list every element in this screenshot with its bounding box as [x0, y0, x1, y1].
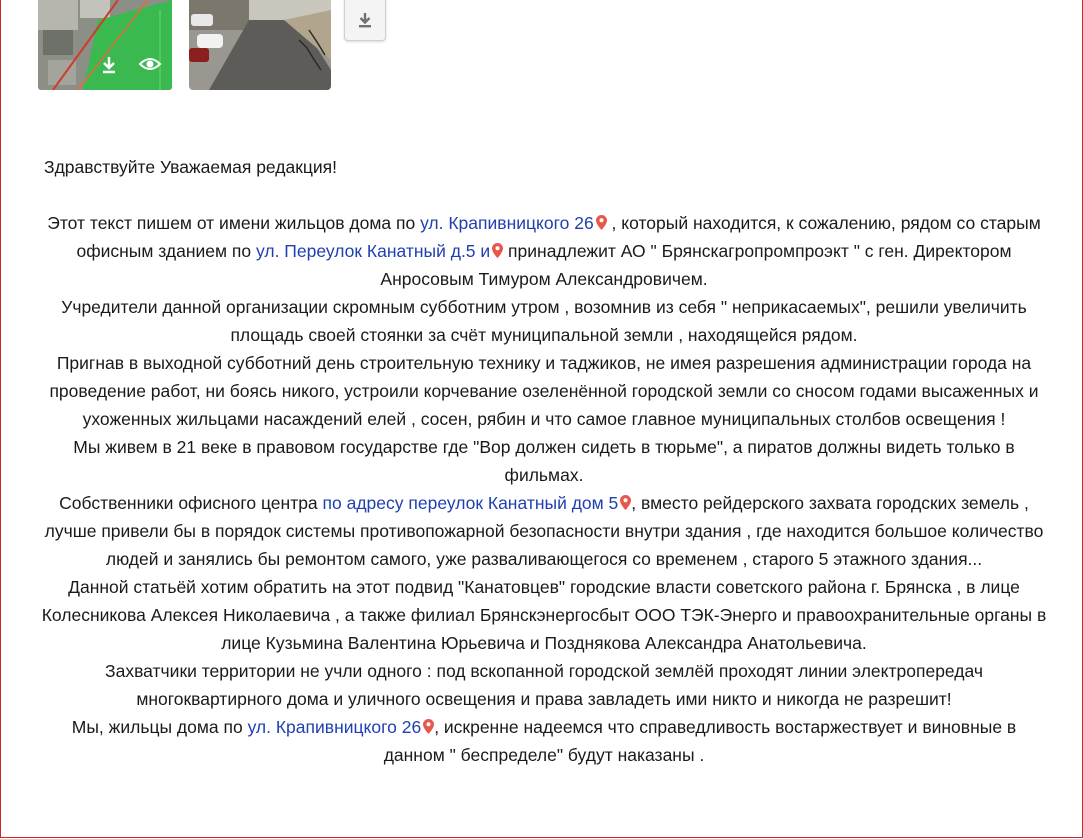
paragraph-6: Данной статьёй хотим обратить на этот подвид "Канатовцев" городские власти советского района г. Брянска , в лице Колесникова Алексея Николаевича , а также филиал Брянскэнергосбыт ООО ТЭК-Энерго и правоохранительные органы в лице Кузьмина Валентина Юрьевича и Позднякова Александра Анатольевича. — [41, 577, 1047, 653]
address-link-kanatny-5[interactable]: по адресу переулок Канатный дом 5 — [322, 493, 619, 513]
map-pin-icon[interactable] — [423, 719, 434, 734]
download-button[interactable] — [344, 0, 386, 41]
paragraph-4: Мы живем в 21 веке в правовом государстве где "Вор должен сидеть в тюрьме", а пиратов должны видеть только в фильмах. — [73, 437, 1015, 485]
map-thumb-download-icon[interactable] — [98, 54, 120, 76]
eye-icon[interactable] — [138, 54, 162, 74]
paragraph-2: Учредители данной организации скромным субботним утром , возомнив из себя " неприкасаемых", решили увеличить площадь своей стоянки за счёт муниципальной земли , находящейся рядом. — [61, 297, 1027, 345]
p1-text-a: Этот текст пишем от имени жильцов дома по — [47, 213, 421, 233]
address-link-krapivnitskogo-2[interactable]: ул. Крапивницкого 26 — [247, 717, 422, 737]
p5-text-a: Собственники офисного центра — [59, 493, 323, 513]
paragraph-7: Захватчики территории не учли одного : под вскопанной городской землёй проходят линии электропередач многоквартирного дома и уличного освещения и права завладеть ими никто и никогда не разрешит! — [105, 661, 983, 709]
p1-text-c: принадлежит АО " Брянскагропромпроэкт " с ген. Директором Анросовым Тимуром Александровичем. — [380, 241, 1012, 289]
p5-text-b: , вместо рейдерского захвата городских земель , лучше привели бы в порядок системы противопожарной безопасности внутри здания , где находится большое количество людей и занялись бы ремонтом самого, уже разваливающегося со временем , старого 5 этажного здания... — [44, 493, 1044, 569]
map-pin-icon[interactable] — [596, 215, 607, 230]
article-body — [40, 209, 1048, 769]
address-link-kanatny[interactable]: ул. Переулок Канатный д.5 и — [256, 241, 491, 261]
p8-text-a: Мы, жильцы дома по — [71, 717, 248, 737]
map-pin-icon[interactable] — [620, 495, 631, 510]
map-thumbnail[interactable] — [38, 0, 172, 90]
p8-text-b: , искренне надеемся что справедливость востаржествует и виновные в данном " беспределе" будут наказаны . — [383, 717, 1017, 765]
p1-text-b: , который находится, к сожалению, рядом со старым офисным зданием по — [76, 213, 1041, 261]
greeting: Здравствуйте Уважаемая редакция! — [44, 157, 338, 177]
photo-thumbnail[interactable] — [189, 0, 331, 90]
download-icon — [356, 11, 374, 29]
paragraph-3: Пригнав в выходной субботний день строительную технику и таджиков, не имея разрешения администрации города на проведение работ, ни боясь никого, устроили корчевание озеленённой городской земли со сносом годами высаженных и ухоженных жильцами насаждений елей , сосен, рябин и что самое главное муниципальных столбов освещения ! — [49, 353, 1039, 429]
address-link-krapivnitskogo[interactable]: ул. Крапивницкого 26 — [420, 213, 594, 233]
map-pin-icon[interactable] — [492, 243, 503, 258]
